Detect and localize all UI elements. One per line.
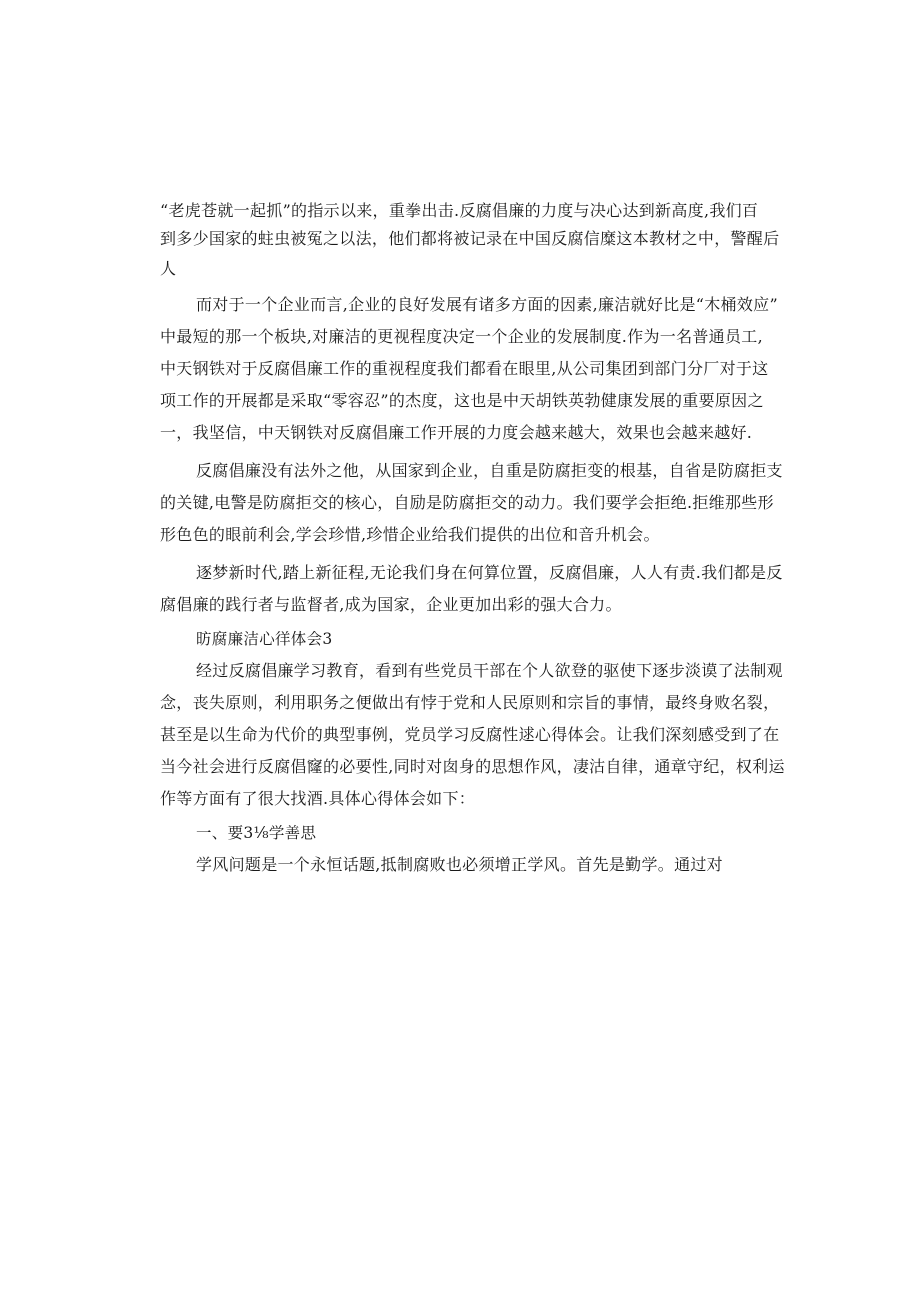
paragraph-line: “老虎苍就一起抓”的指示以来，重拳出击.反腐倡廉的力度与决心达到新高度,我们百	[160, 201, 759, 220]
paragraph-line: 而对于一个企业而言,企业的良好发展有诸多方面的因素,廉洁就好比是“木桶效应”	[196, 295, 778, 314]
paragraph-line: 中最短的那一个板块,对廉洁的更视程度决定一个企业的发展制度.作为一名普通员工,	[160, 327, 763, 346]
paragraph-line: 腐倡廉的践行者与监督者,成为国家，企业更加出彩的强大合力。	[160, 595, 622, 614]
paragraph-line: 中天钢铁对于反腐倡廉工作的重视程度我们都看在眼里,从公司集团到部门分厂对于这	[160, 359, 769, 378]
paragraph-line: 人	[160, 259, 177, 278]
paragraph-line: 形色色的眼前利会,学会珍惜,珍惜企业给我们提供的出位和音升机会。	[160, 525, 660, 544]
paragraph-line: 学风问题是一个永恒话题,抵制腐败也必须增正学风。首先是勤学。通过对	[196, 855, 723, 874]
paragraph-line: 逐梦新时代,踏上新征程,无论我们身在何算位置，反腐倡廉，人人有责.我们都是反	[196, 563, 783, 582]
paragraph-line: 项工作的开展都是采取“零容忍”的杰度，这也是中天胡铁英勃健康发展的重要原因之	[160, 391, 764, 410]
paragraph-line: 的关键,电警是防腐拒交的核心，自励是防腐拒交的动力。我们要学会拒绝.拒维那些形	[160, 493, 774, 512]
paragraph-line: 念，丧失原则，利用职务之便做出有悖于党和人民原则和宗旨的事情，最终身败名裂，	[160, 693, 780, 712]
paragraph-line: 当今社会进行反腐倡窿的必要性,同时对囱身的思想作风，凄沽自律，通章守纪，权利运	[160, 757, 785, 776]
paragraph-line: 反腐倡廉没有法外之他，从国家到企业，自重是防腐拒变的根基，自省是防腐拒支	[196, 461, 783, 480]
paragraph-line: 作等方面有了很大找酒.具体心得体会如下：	[160, 789, 476, 808]
paragraph-line: 甚至是以生命为代价的典型事例，党员学习反腐性逑心得体会。让我们深刻感受到了在	[160, 725, 780, 744]
paragraph-line: 到多少国家的蛀虫被冤之以法，他们都将被记录在中国反腐信糜这本教材之中，警醒后	[160, 229, 780, 248]
section-heading: 昉腐廉洁心徉体会3	[196, 630, 333, 648]
section-heading: 一、要3⅛学善思	[196, 824, 317, 842]
paragraph-line: 经过反腐倡廉学习教育，看到有些党员干部在个人欲登的驱使下逐步淡谟了法制观	[196, 661, 783, 680]
paragraph-line: 一，我坚信，中天钢铁对反腐倡廉工作开展的力度会越来越大，效果也会越来越好.	[160, 423, 753, 442]
